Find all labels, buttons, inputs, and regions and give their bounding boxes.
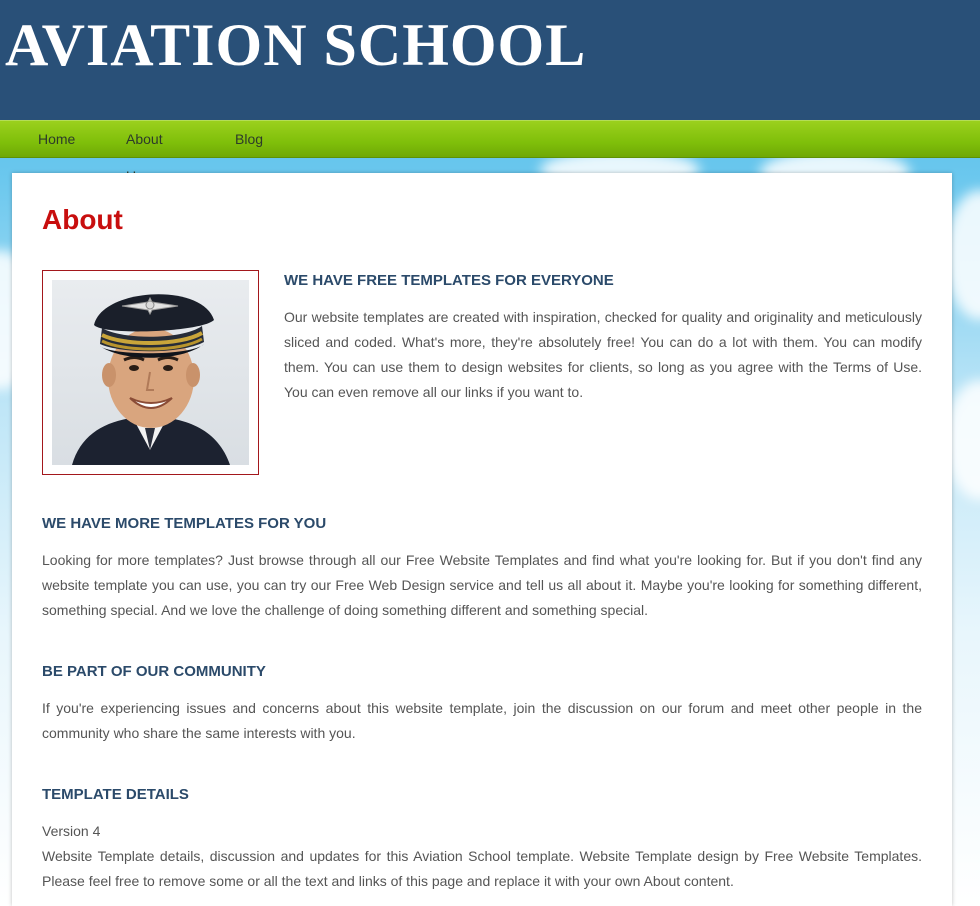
section-heading-template-details: TEMPLATE DETAILS: [42, 786, 189, 803]
section-body-more-templates: Looking for more templates? Just browse through all our Free Website Templates and find what you're looking for. But if you don't find any website template you can use, you can try our Free Web Design service and tell us all about it. Maybe you're looking for something different, something special. And we love the challenge of doing something different and something special.: [42, 552, 922, 618]
content-panel: [12, 173, 952, 906]
site-logo[interactable]: AVIATION SCHOOL: [5, 12, 587, 78]
section-body-free-templates: Our website templates are created with inspiration, checked for quality and originality and meticulously sliced and coded. What's more, they're absolutely free! You can do a lot with them. You can modify them. You can use them to design websites for clients, so long as you agree with the Terms of Use. You can even remove all our links if you want to.: [284, 309, 922, 400]
pilot-portrait-illustration: [52, 280, 249, 465]
section-heading-community: BE PART OF OUR COMMUNITY: [42, 663, 266, 680]
pilot-photo: [52, 280, 249, 465]
section-heading-more-templates: WE HAVE MORE TEMPLATES FOR YOU: [42, 515, 327, 532]
nav-item-home[interactable]: Home: [38, 131, 76, 147]
section-body-template-details: Website Template details, discussion and updates for this Aviation School template. Website Template design by Free Website Templates. Please feel free to remove some or all the text and links of this page and replace it with your own About content.: [42, 848, 922, 889]
site-header: [0, 0, 980, 120]
section-heading-free-templates: WE HAVE FREE TEMPLATES FOR EVERYONE: [284, 272, 614, 289]
nav-item-blog[interactable]: Blog: [235, 131, 264, 147]
nav-item-about-us[interactable]: About: [126, 131, 163, 147]
pilot-photo-frame: [42, 270, 259, 475]
page-title: About: [42, 204, 123, 235]
template-version: Version 4: [42, 823, 101, 839]
main-navigation: [0, 120, 980, 158]
section-body-community: If you're experiencing issues and concerns about this website template, join the discussion on our forum and meet other people in the community who share the same interests with you.: [42, 700, 922, 741]
